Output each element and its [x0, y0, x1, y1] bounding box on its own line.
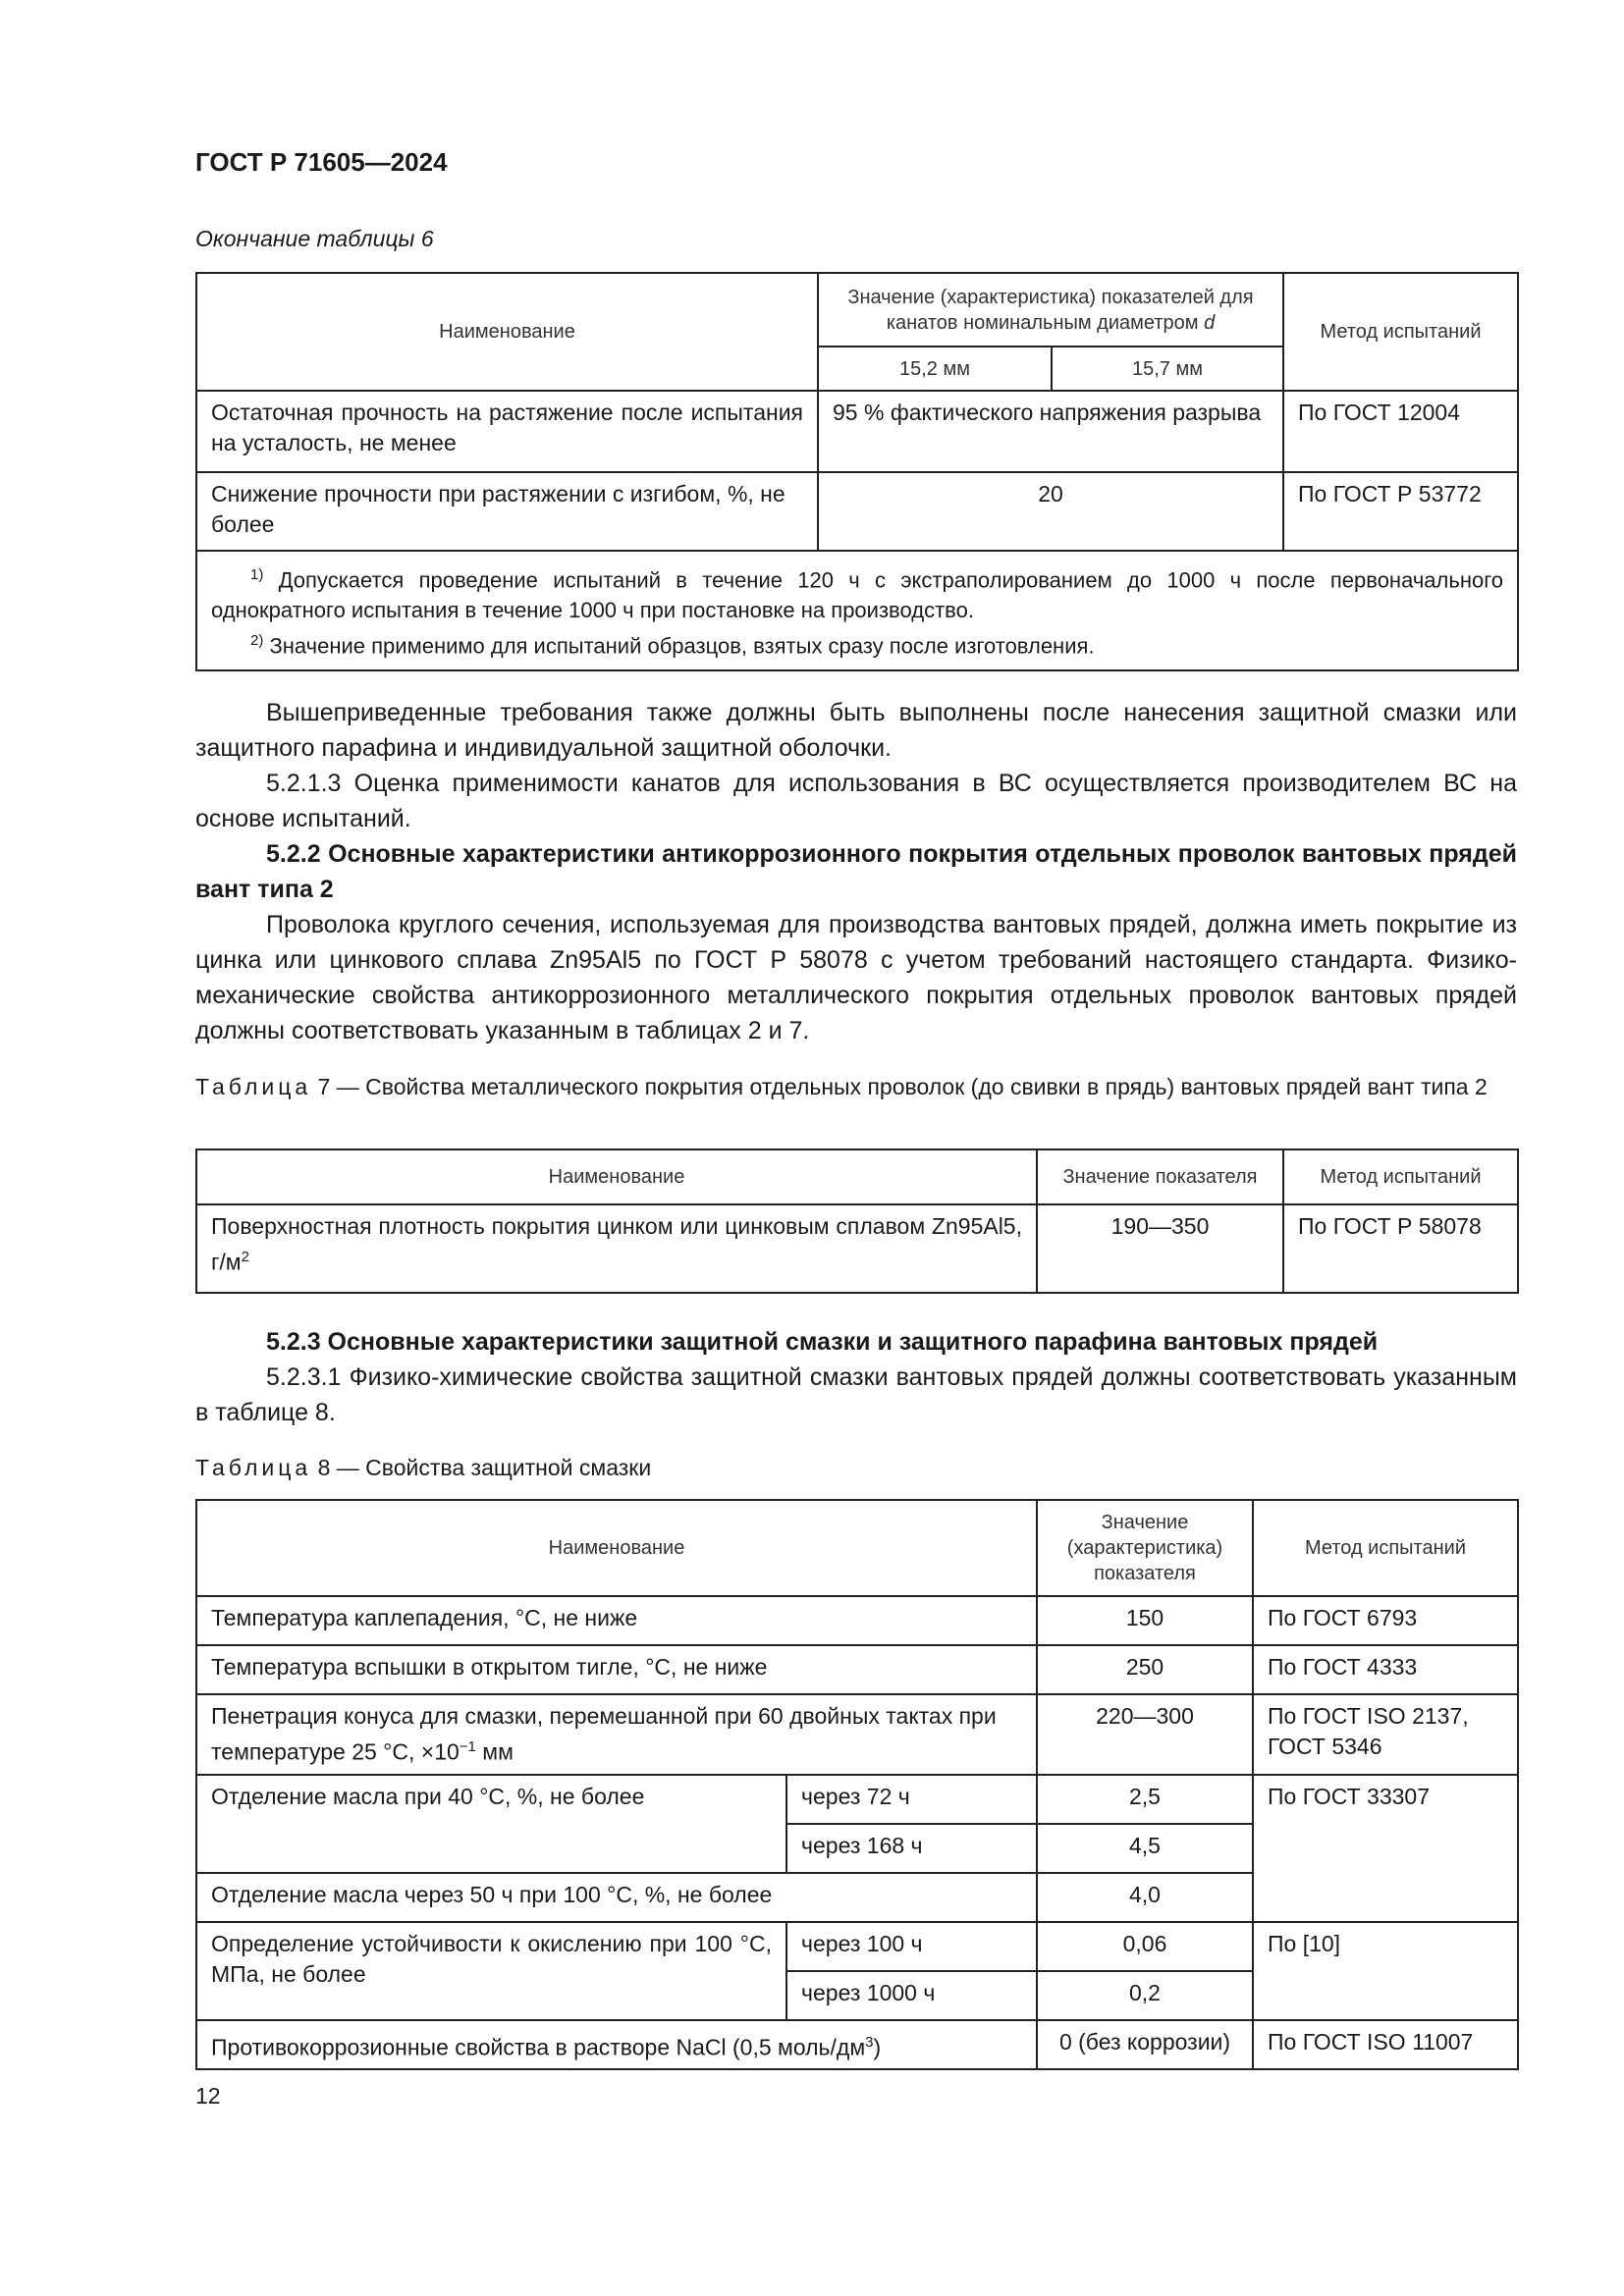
footnote: $^{2)}$ Значение применимо для испытаний образцов, взятых сразу после изготовления.: [250, 632, 1095, 659]
cell-sub: через 168 ч: [786, 1824, 1037, 1873]
table-row: [196, 1775, 1518, 1824]
cell-method: По [10]: [1253, 1922, 1518, 2020]
cell-name: Снижение прочности при растяжении с изгибом, %, не более: [196, 472, 818, 551]
table-7: [195, 1148, 1519, 1294]
cell-value: 250: [1037, 1645, 1253, 1694]
cell-value: 2,5: [1037, 1775, 1253, 1824]
cell-name: Отделение масла при 40 °С, %, не более: [196, 1775, 786, 1873]
cell-name: Температура каплепадения, °С, не ниже: [196, 1596, 1037, 1645]
column-header-name: Наименование: [196, 1149, 1037, 1204]
column-header-name: Наименование: [196, 1500, 1037, 1596]
table-7-caption: Таблица 7 — Свойства металлического покрытия отдельных проволок (до свивки в прядь) вантовых прядей вант типа 2: [195, 1074, 1488, 1099]
cell-name: Поверхностная плотность покрытия цинком или цинковым сплавом Zn95Al5, $г/м^2$: [196, 1204, 1037, 1293]
section-heading: 5.2.2 Основные характеристики антикоррозионного покрытия отдельных проволок вантовых прядей вант типа 2: [195, 840, 1517, 903]
cell-value: 0,2: [1037, 1971, 1253, 2020]
table-8-caption: Таблица 8 — Свойства защитной смазки: [195, 1455, 652, 1480]
table-continuation-label: Окончание таблицы 6: [195, 226, 434, 251]
document-header: ГОСТ Р 71605—2024: [195, 147, 448, 177]
cell-method: По ГОСТ Р 53772: [1283, 472, 1518, 551]
table-row: [196, 2020, 1518, 2070]
paragraph: 5.2.1.3 Оценка применимости канатов для использования в ВС осуществляется производителем ВС на основе испытаний.: [195, 770, 1517, 832]
table-6: [195, 272, 1519, 671]
column-header-name: Наименование: [196, 273, 818, 391]
column-header-method: Метод испытаний: [1253, 1500, 1518, 1596]
table-row: [196, 1922, 1518, 1971]
cell-name: Противокоррозионные свойства в растворе NaCl (0,5 моль/$дм^3$): [196, 2020, 1037, 2070]
cell-name: Пенетрация конуса для смазки, перемешанной при 60 двойных тактах при температуре 25 °С, $\times 10^{-1}$ мм: [196, 1694, 1037, 1775]
cell-method: По ГОСТ 33307: [1253, 1775, 1518, 1922]
cell-value: 150: [1037, 1596, 1253, 1645]
cell-sub: через 1000 ч: [786, 1971, 1037, 2020]
cell-name: Остаточная прочность на растяжение после испытания на усталость, не менее: [196, 391, 818, 472]
cell-method: По ГОСТ 6793: [1253, 1596, 1518, 1645]
cell-sub: через 72 ч: [786, 1775, 1037, 1824]
table-footnotes: [196, 551, 1518, 670]
table-row: [196, 472, 1518, 551]
column-header-value: Значение (характеристика) показателей для канатов номинальным диаметром d: [818, 273, 1283, 347]
cell-method: По ГОСТ Р 58078: [1283, 1204, 1518, 1293]
column-header-method: Метод испытаний: [1283, 273, 1518, 391]
table-row: [196, 1596, 1518, 1645]
cell-name: Определение устойчивости к окислению при 100 °С, МПа, не более: [196, 1922, 786, 2020]
cell-method: По ГОСТ 12004: [1283, 391, 1518, 472]
cell-method: По ГОСТ 4333: [1253, 1645, 1518, 1694]
table-row: [196, 391, 1518, 472]
cell-method: По ГОСТ ISO 2137, ГОСТ 5346: [1253, 1694, 1518, 1775]
cell-sub: через 100 ч: [786, 1922, 1037, 1971]
table-row: [196, 1694, 1518, 1775]
cell-value: 20: [818, 472, 1283, 551]
paragraph: 5.2.3.1 Физико-химические свойства защитной смазки вантовых прядей должны соответствовать указанным в таблице 8.: [195, 1363, 1517, 1426]
table-8: [195, 1499, 1519, 2070]
column-header-value: Значение (характеристика) показателя: [1037, 1500, 1253, 1596]
cell-value: 4,0: [1037, 1873, 1253, 1922]
table-row: [196, 1204, 1518, 1293]
cell-value: 4,5: [1037, 1824, 1253, 1873]
column-header-d1: 15,2 мм: [818, 347, 1052, 391]
paragraph: Проволока круглого сечения, используемая для производства вантовых прядей, должна иметь покрытие из цинка или цинкового сплава Zn95Al5 по ГОСТ Р 58078 с учетом требований настоящего стандарта. Физико-механические свойства антикоррозионного металлического покрытия отдельных проволок вантовых прядей должны соответствовать указанным в таблицах 2 и 7.: [195, 911, 1517, 1044]
cell-value: 95 % фактического напряжения разрыва: [818, 391, 1283, 472]
cell-method: По ГОСТ ISO 11007: [1253, 2020, 1518, 2070]
paragraph: Вышеприведенные требования также должны быть выполнены после нанесения защитной смазки или защитного парафина и индивидуальной защитной оболочки.: [195, 699, 1517, 762]
footnote: $^{1)}$ Допускается проведение испытаний в течение 120 ч с экстраполированием до 1000 ч после первоначального однократного испытания в течение 1000 ч при постановке на производство.: [211, 566, 1503, 623]
column-header-d2: 15,7 мм: [1052, 347, 1283, 391]
body-text-1: [195, 695, 1517, 1048]
cell-value: 0,06: [1037, 1922, 1253, 1971]
cell-value: 0 (без коррозии): [1037, 2020, 1253, 2070]
section-heading: 5.2.3 Основные характеристики защитной смазки и защитного парафина вантовых прядей: [266, 1328, 1379, 1356]
cell-name: Отделение масла через 50 ч при 100 °С, %, не более: [196, 1873, 1037, 1922]
cell-value: 220—300: [1037, 1694, 1253, 1775]
cell-name: Температура вспышки в открытом тигле, °С, не ниже: [196, 1645, 1037, 1694]
body-text-2: [195, 1324, 1517, 1430]
column-header-method: Метод испытаний: [1283, 1149, 1518, 1204]
cell-value: 190—350: [1037, 1204, 1283, 1293]
column-header-value: Значение показателя: [1037, 1149, 1283, 1204]
page-number: 12: [195, 2083, 221, 2109]
table-row: [196, 1645, 1518, 1694]
